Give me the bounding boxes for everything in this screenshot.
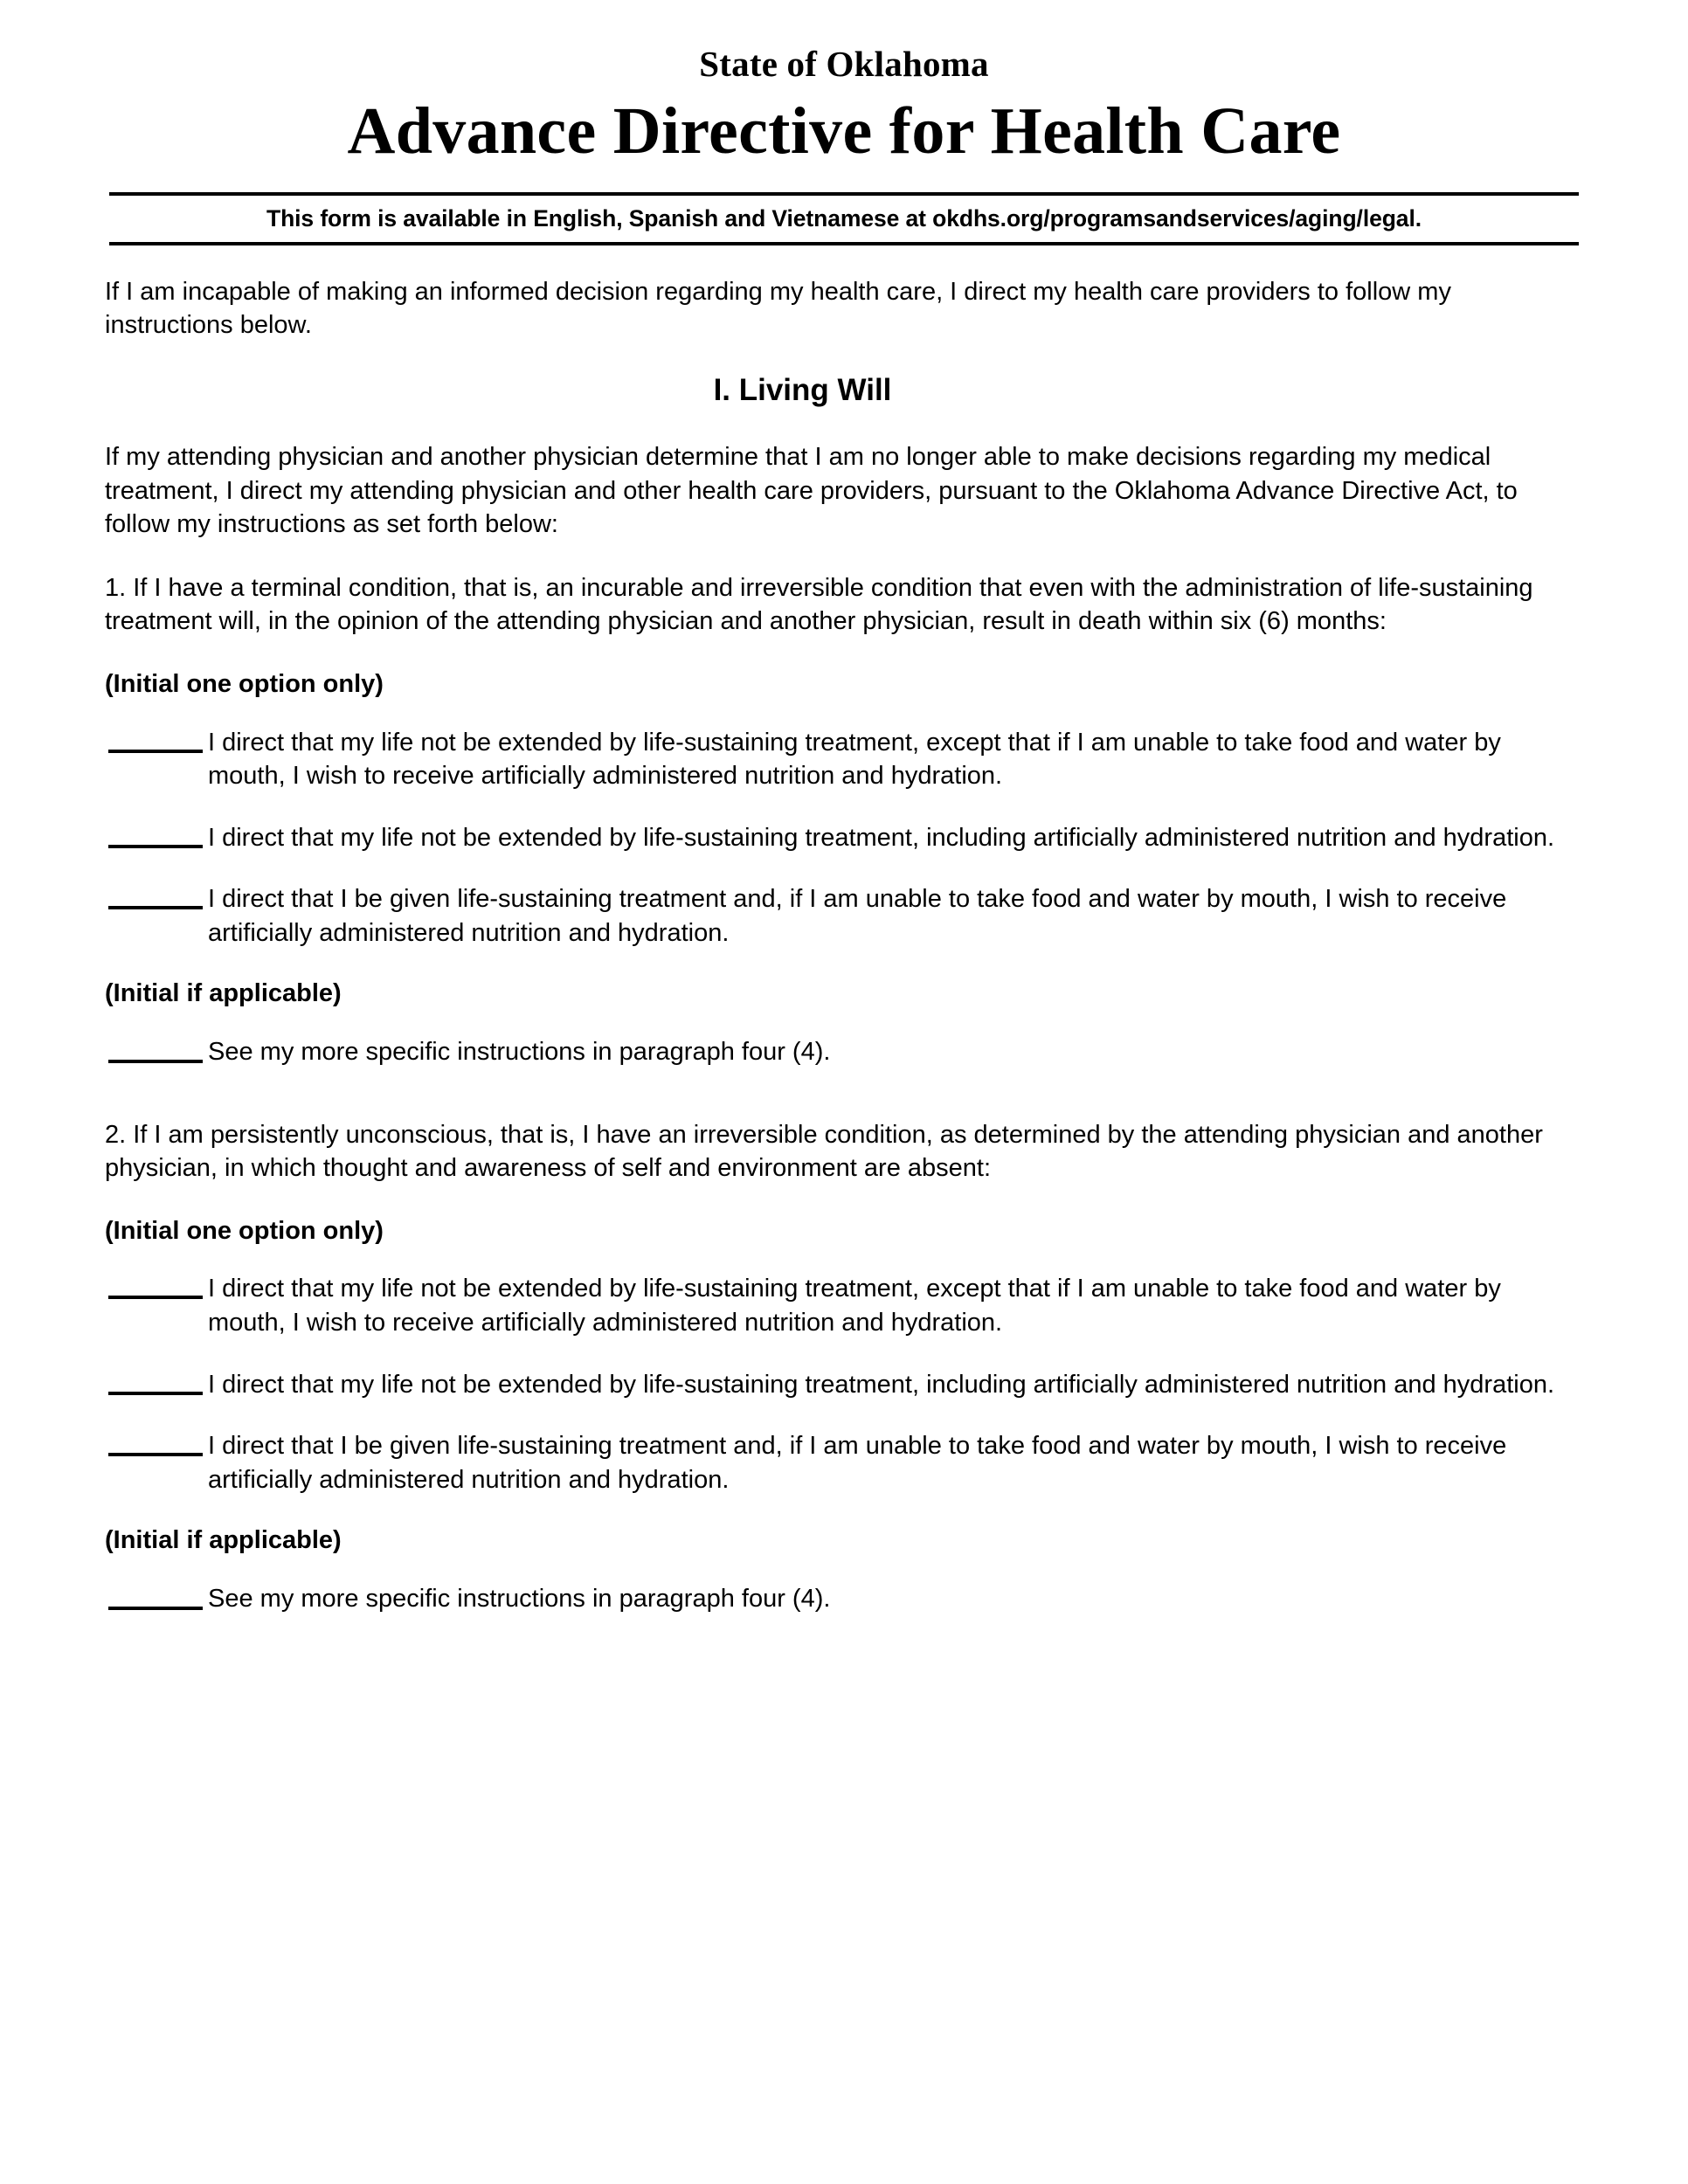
availability-notice-band (109, 192, 1579, 245)
document-body (105, 245, 1596, 1616)
item-2-applicable-option-text: See my more specific instructions in paragraph four (4). (208, 1584, 831, 1613)
item-2-option-3-text: I direct that I be given life-sustaining treatment and, if I am unable to take food and water by mouth, I wish to receive artificially administered nutrition and hydration. (208, 1432, 1507, 1494)
item-1-option-2[interactable] (105, 821, 1571, 855)
section-heading-living-will: I. Living Will (713, 373, 892, 408)
initial-blank-line[interactable] (108, 750, 203, 753)
item-1-initial-if-applicable-heading: (Initial if applicable) (105, 979, 342, 1008)
initial-blank-line[interactable] (108, 1607, 203, 1610)
section-spacer (105, 1095, 1596, 1118)
initial-blank-line[interactable] (108, 906, 203, 909)
item-2-initial-if-applicable-heading: (Initial if applicable) (105, 1526, 342, 1555)
item-1-applicable-option[interactable] (105, 1035, 1571, 1069)
item-2-applicable-option[interactable] (105, 1582, 1571, 1616)
item-1-option-1[interactable] (105, 726, 1571, 793)
initial-blank-line[interactable] (108, 1453, 203, 1456)
item-1-applicable-option-text: See my more specific instructions in paragraph four (4). (208, 1038, 831, 1067)
item-1-option-3[interactable] (105, 882, 1571, 950)
item-1-option-2-text: I direct that my life not be extended by life-sustaining treatment, including artificially administered nutrition and hydration. (208, 823, 1555, 852)
item-2-option-2-text: I direct that my life not be extended by life-sustaining treatment, including artificially administered nutrition and hydration. (208, 1370, 1555, 1399)
item-1-text: 1. If I have a terminal condition, that is, an incurable and irreversible condition that even with the administration of life-sustaining treatment will, in the opinion of the attending physician and another physician, result in death within six (6) months: (105, 573, 1533, 636)
item-1-option-3-text: I direct that I be given life-sustaining treatment and, if I am unable to take food and water by mouth, I wish to receive artificially administered nutrition and hydration. (208, 885, 1507, 947)
item-2-option-3[interactable] (105, 1429, 1571, 1496)
intro-paragraph: If I am incapable of making an informed decision regarding my health care, I direct my health care providers to follow my instructions below. (105, 277, 1451, 340)
availability-notice: This form is available in English, Spanish and Vietnamese at okdhs.org/programsandservices/aging/legal. (266, 205, 1422, 232)
page-title: Advance Directive for Health Care (347, 94, 1341, 169)
initial-blank-line[interactable] (108, 1060, 203, 1063)
document-header (0, 0, 1688, 245)
item-2-option-1-text: I direct that my life not be extended by life-sustaining treatment, except that if I am unable to take food and water by mouth, I wish to receive artificially administered nutrition and hydration. (208, 1275, 1501, 1337)
item-2-option-1[interactable] (105, 1272, 1571, 1339)
initial-blank-line[interactable] (108, 1296, 203, 1299)
item-1-initial-one-heading: (Initial one option only) (105, 669, 384, 698)
item-2-initial-one-heading: (Initial one option only) (105, 1216, 384, 1245)
initial-blank-line[interactable] (108, 845, 203, 848)
initial-blank-line[interactable] (108, 1392, 203, 1395)
living-will-preamble: If my attending physician and another physician determine that I am no longer able to make decisions regarding my medical treatment, I direct my attending physician and other health care providers, pursuant to the Oklahoma Advance Directive Act, to follow my instructions as set forth below: (105, 443, 1518, 539)
item-1-option-1-text: I direct that my life not be extended by life-sustaining treatment, except that if I am unable to take food and water by mouth, I wish to receive artificially administered nutrition and hydration. (208, 728, 1501, 791)
item-2-option-2[interactable] (105, 1368, 1571, 1402)
state-line: State of Oklahoma (699, 44, 989, 84)
item-2-text: 2. If I am persistently unconscious, that is, I have an irreversible condition, as determined by the attending physician and another physician, in which thought and awareness of self and environment are absent: (105, 1120, 1543, 1183)
